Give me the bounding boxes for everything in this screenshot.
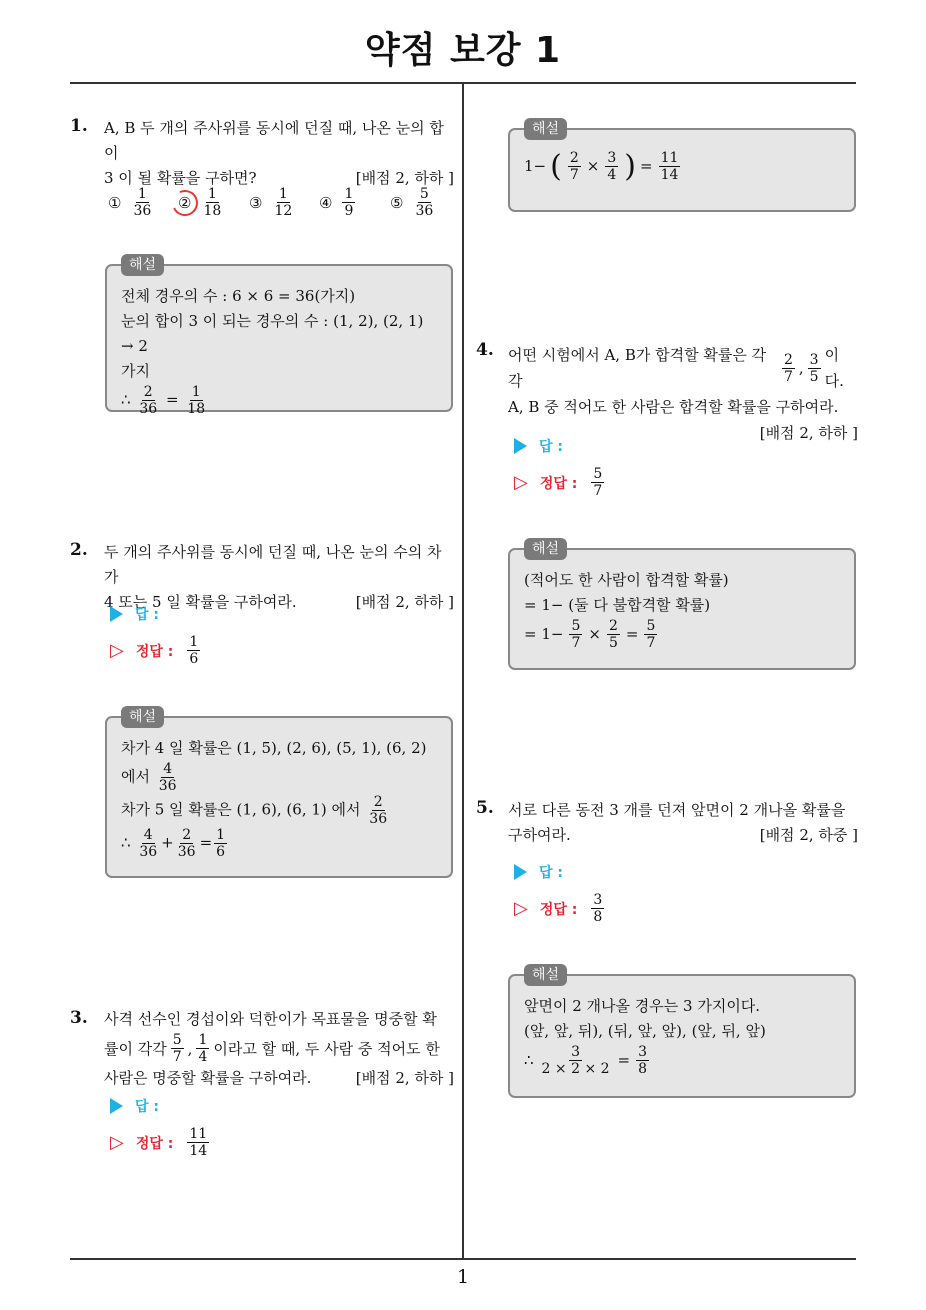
- question-4-solution: [508, 541, 856, 670]
- solution-line: (적어도 한 사람이 합격할 확률): [524, 571, 729, 589]
- question-5-text: [508, 798, 858, 848]
- solution-tag: 해설: [121, 706, 164, 728]
- choice-1[interactable]: [108, 186, 155, 219]
- question-5-solution: [508, 967, 856, 1098]
- correct-answer-value: $\frac{5}{7}$: [593, 466, 603, 499]
- choice-5-fraction: $\frac{5}{36}$: [415, 186, 434, 219]
- question-1-text: [104, 116, 454, 191]
- question-2-line2: 4 또는 5 일 확률을 구하여라. [배점 2, 하하 ]: [104, 590, 454, 615]
- solution-tag: 해설: [524, 538, 567, 560]
- choice-1-fraction: $\frac{1}{36}$: [133, 186, 152, 219]
- choice-5-mark: ⑤: [390, 193, 404, 212]
- question-1-solution: [105, 257, 453, 417]
- play-triangle-icon: [514, 438, 527, 454]
- question-3-line2: 률이 각각 $\frac{5}{7}$ , $\frac{1}{4}$ 이라고 할 때, 두 사람 중 적어도 한: [104, 1032, 440, 1065]
- solution-tag: 해설: [524, 964, 567, 986]
- solution-line: 눈의 합이 3 이 되는 경우의 수 : (1, 2), (2, 1) → 2: [121, 312, 424, 355]
- column-divider: [462, 84, 464, 1260]
- question-1-number: 1.: [70, 116, 88, 136]
- solution-line: 차가 5 일 확률은 (1, 6), (6, 1) 에서 $\frac{2}{36}$: [121, 794, 388, 827]
- choice-2-mark: ②: [178, 194, 191, 212]
- choice-2[interactable]: [178, 186, 225, 219]
- solution-line: 가지: [121, 362, 150, 380]
- solution-line: 에서 $\frac{4}{36}$: [121, 761, 177, 794]
- question-3-answer-input[interactable]: [110, 1096, 159, 1116]
- question-4-line2: A, B 중 적어도 한 사람은 합격할 확률을 구하여라.: [508, 398, 839, 416]
- choice-3[interactable]: [249, 186, 296, 219]
- question-4-text: [508, 342, 858, 446]
- correct-answer-label: 정답 :: [539, 475, 578, 492]
- correct-answer-value: $\frac{1}{6}$: [189, 634, 199, 667]
- question-3-points: [배점 2, 하하 ]: [355, 1069, 454, 1087]
- question-5-points: [배점 2, 하중 ]: [759, 826, 858, 844]
- correct-answer-value: $\frac{3}{8}$: [593, 892, 603, 925]
- outline-triangle-icon: ▷: [514, 472, 528, 493]
- choice-4-fraction: $\frac{1}{9}$: [344, 186, 354, 219]
- solution-line: 차가 4 일 확률은 (1, 5), (2, 6), (5, 1), (6, 2): [121, 739, 427, 757]
- choice-2-fraction: $\frac{1}{18}$: [203, 186, 222, 219]
- question-3-number: 3.: [70, 1008, 88, 1028]
- solution-line: 전체 경우의 수 : 6 × 6 = 36(가지): [121, 287, 356, 305]
- question-4-correct-answer: [514, 466, 606, 499]
- question-2-points: [배점 2, 하하 ]: [355, 593, 454, 611]
- question-1-line2: 3 이 될 확률을 구하면? [배점 2, 하하 ]: [104, 166, 454, 191]
- correct-answer-label: 정답 :: [135, 1135, 174, 1152]
- solution-tag: 해설: [121, 254, 164, 276]
- page-title: 약점 보강 1: [364, 30, 562, 71]
- choice-5[interactable]: [390, 186, 437, 219]
- outline-triangle-icon: ▷: [110, 640, 124, 661]
- answer-label: 답 :: [135, 607, 159, 623]
- question-4-points: [배점 2, 하하 ]: [759, 424, 858, 442]
- solution-tag: 해설: [524, 118, 567, 140]
- question-3-line1: 사격 선수인 경섭이와 덕한이가 목표물을 명중할 확: [104, 1010, 437, 1028]
- question-5-answer-input[interactable]: [514, 862, 563, 882]
- solution-line: = 1− (둘 다 불합격할 확률): [524, 596, 711, 614]
- solution-line: ∴ $\frac{2}{36}$ = $\frac{1}{18}$: [121, 384, 206, 417]
- choice-1-mark: ①: [108, 193, 122, 212]
- question-1-line1: A, B 두 개의 주사위를 동시에 던질 때, 나온 눈의 합이: [104, 119, 444, 162]
- page-number: 1: [456, 1266, 470, 1288]
- question-4-number: 4.: [476, 340, 494, 360]
- question-5-line1: 서로 다른 동전 3 개를 던져 앞면이 2 개나올 확률을: [508, 801, 846, 819]
- question-2-number: 2.: [70, 540, 88, 560]
- question-2-line1: 두 개의 주사위를 동시에 던질 때, 나온 눈의 수의 차가: [104, 543, 442, 586]
- question-3-solution: [508, 121, 856, 212]
- question-3-text: [104, 1006, 454, 1091]
- outline-triangle-icon: ▷: [514, 898, 528, 919]
- choice-4[interactable]: [319, 186, 357, 219]
- correct-answer-label: 정답 :: [539, 901, 578, 918]
- choice-4-mark: ④: [319, 193, 333, 212]
- question-3-line3: 사람은 명중할 확률을 구하여라. [배점 2, 하하 ]: [104, 1065, 454, 1091]
- question-2-solution: [105, 709, 453, 878]
- question-5-line2: 구하여라. [배점 2, 하중 ]: [508, 823, 858, 848]
- choice-3-fraction: $\frac{1}{12}$: [274, 186, 293, 219]
- answer-label: 답 :: [539, 865, 563, 881]
- question-1-points: [배점 2, 하하 ]: [355, 169, 454, 187]
- question-4-line1: 어떤 시험에서 A, B가 합격할 확률은 각각 $\frac{2}{7}$ , $\frac{3}{5}$ 이다.: [508, 346, 844, 390]
- question-3-correct-answer: [110, 1126, 211, 1159]
- solution-line: 앞면이 2 개나올 경우는 3 가지이다.: [524, 997, 761, 1015]
- outline-triangle-icon: ▷: [110, 1132, 124, 1153]
- question-2-correct-answer: [110, 634, 202, 667]
- question-5-correct-answer: [514, 892, 606, 925]
- play-triangle-icon: [514, 864, 527, 880]
- solution-line: = 1− $\frac{5}{7}$ × $\frac{2}{5}$ = $\frac{5}{7}$: [524, 618, 656, 651]
- solution-line: ∴ $\frac{3}{2 \times 2 \times 2}$ = $\frac{3}{8}$: [524, 1044, 648, 1077]
- solution-line: 1− ( $\frac{2}{7}$ × $\frac{3}{4}$ ) = $\frac{11}{14}$: [524, 148, 679, 184]
- question-4-answer-input[interactable]: [514, 436, 563, 456]
- choice-3-mark: ③: [249, 193, 263, 212]
- answer-label: 답 :: [135, 1099, 159, 1115]
- answer-label: 답 :: [539, 439, 563, 455]
- bottom-rule: [70, 1258, 856, 1260]
- question-2-answer-input[interactable]: [110, 604, 159, 624]
- solution-line: (앞, 앞, 뒤), (뒤, 앞, 앞), (앞, 뒤, 앞): [524, 1022, 766, 1040]
- play-triangle-icon: [110, 606, 123, 622]
- correct-answer-value: $\frac{11}{14}$: [189, 1126, 208, 1159]
- play-triangle-icon: [110, 1098, 123, 1114]
- solution-line: ∴ $\frac{4}{36}$ + $\frac{2}{36}$ = $\frac{1}{6}$: [121, 827, 226, 860]
- question-5-number: 5.: [476, 798, 494, 818]
- correct-answer-label: 정답 :: [135, 643, 174, 660]
